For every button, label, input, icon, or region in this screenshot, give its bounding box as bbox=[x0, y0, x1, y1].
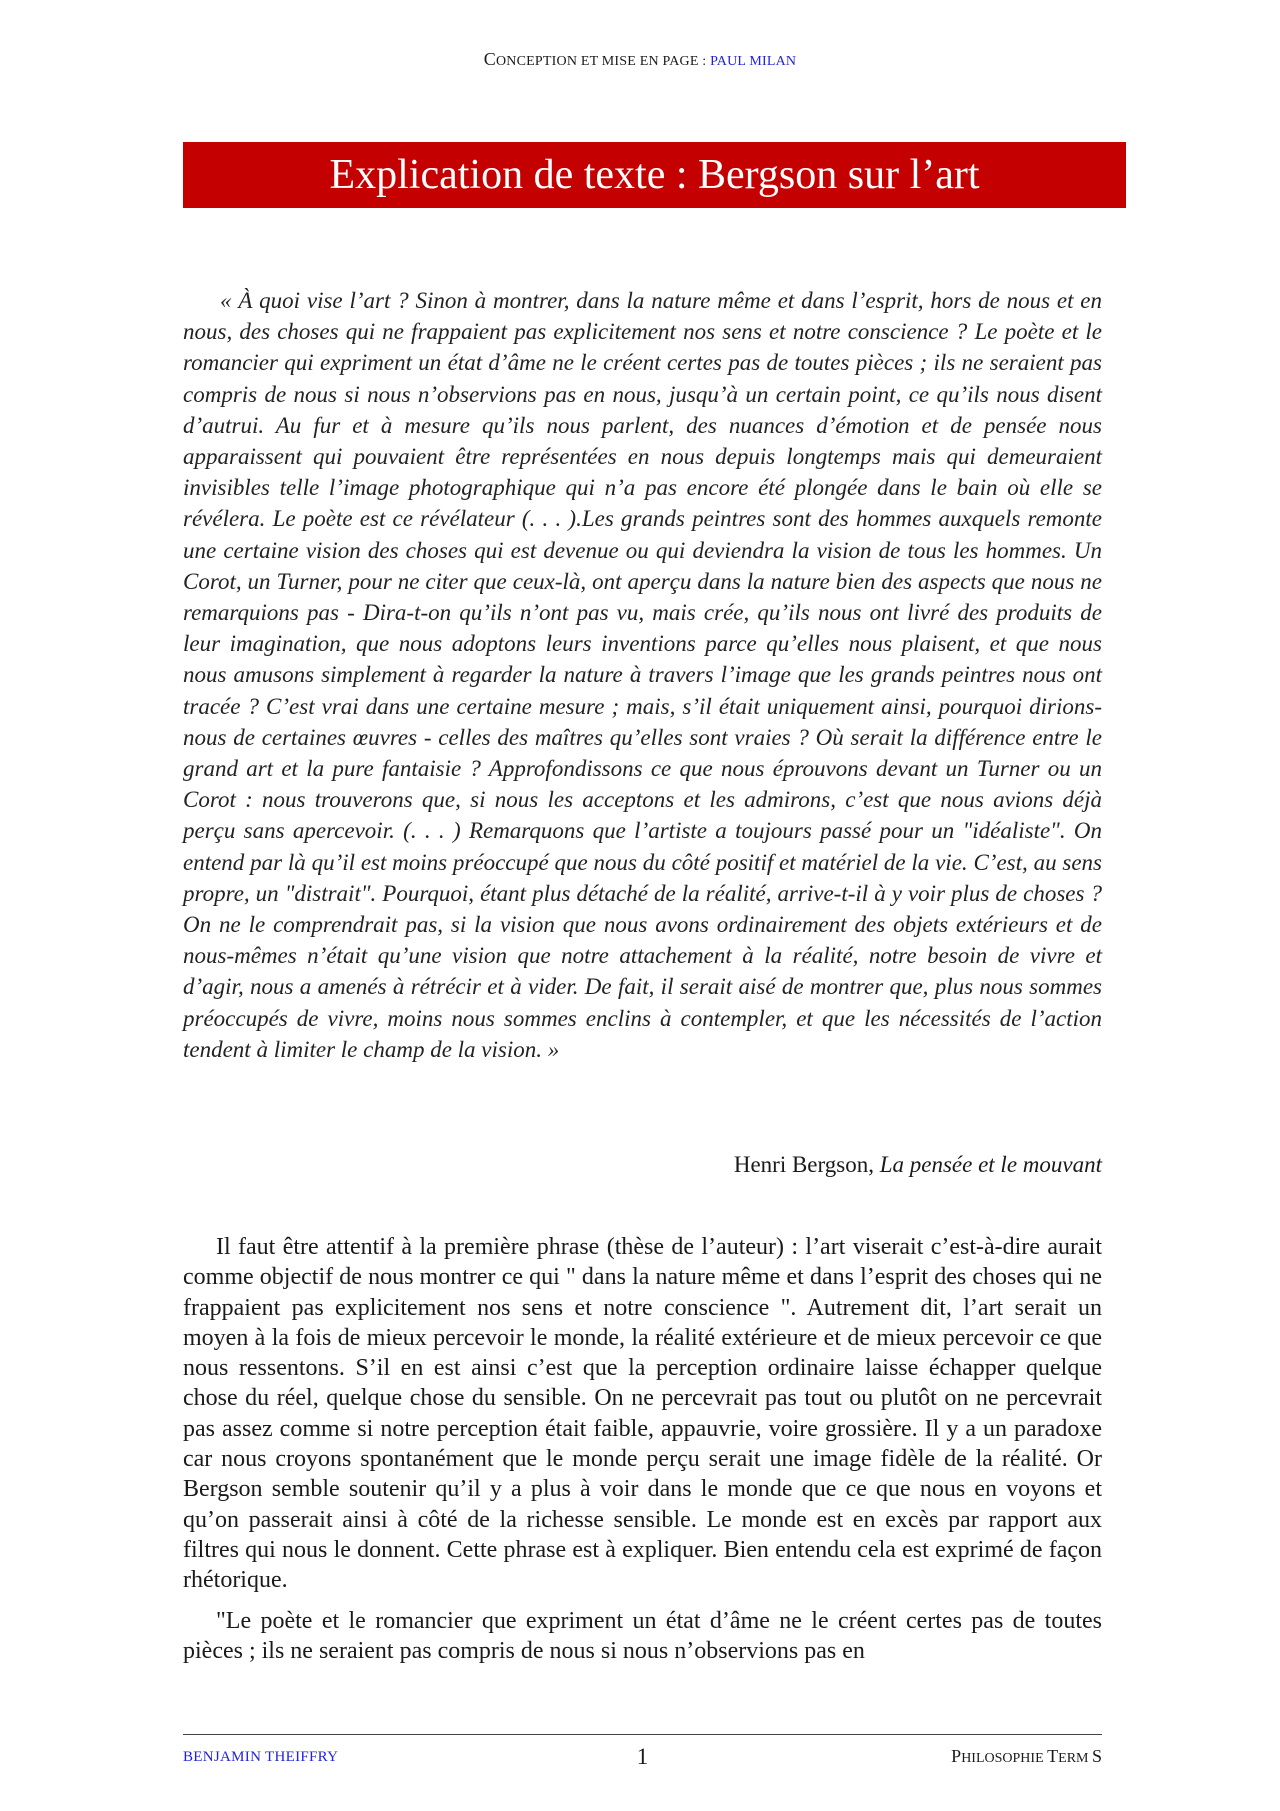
course-initial: P bbox=[951, 1746, 962, 1766]
page-title: Explication de texte : Bergson sur l’art bbox=[183, 142, 1126, 208]
page-header bbox=[0, 49, 1280, 70]
commentary bbox=[183, 1232, 1102, 1676]
footer-course bbox=[951, 1746, 1102, 1767]
course-term: ERM bbox=[1058, 1751, 1092, 1766]
course-term-initial: T bbox=[1047, 1746, 1059, 1766]
header-author-link[interactable]: PAUL MILAN bbox=[710, 54, 797, 69]
quote-attribution bbox=[183, 1152, 1102, 1178]
page-footer bbox=[183, 1744, 1102, 1772]
quote-work: La pensée et le mouvant bbox=[879, 1152, 1102, 1177]
commentary-paragraph-1: Il faut être attentif à la première phrase (thèse de l’auteur) : l’art viserait c’est-à-dire aurait comme objectif de nous montrer ce qui " dans la nature même et dans l’esprit des choses qui ne frappaient pas explicitement nos sens et notre conscience ". Autrement dit, l’art serait un moyen à la fois de mieux percevoir le monde, la réalité extérieure et de mieux percevoir ce que nous ressentons. S’il en est ainsi c’est que la perception ordinaire laisse échapper quelque chose du réel, quelque chose du sensible. On ne percevrait pas tout ou plutôt on ne percevrait pas assez comme si notre perception était faible, appauvrie, voire grossière. Il y a un paradoxe car nous croyons spontanément que le monde perçu serait une image fidèle de la réalité. Or Bergson semble soutenir qu’il y a plus à voir dans le monde que ce que nous en voyons et qu’on passerait ainsi à côté de la richesse sensible. Le monde est en excès par rapport aux filtres qui nous le donnent. Cette phrase est à expliquer. Bien entendu cela est exprimé de façon rhétorique. bbox=[183, 1234, 1102, 1594]
commentary-paragraph-2: "Le poète et le romancier que expriment un état d’âme ne le créent certes pas de toutes pièces ; ils ne seraient pas compris de nous si nous n’observions pas en bbox=[183, 1607, 1102, 1664]
footer-author: BENJAMIN THEIFFRY bbox=[183, 1749, 339, 1765]
course-name: HILOSOPHIE bbox=[961, 1751, 1048, 1766]
quote-author: Henri Bergson, bbox=[733, 1152, 880, 1177]
quote-text: « À quoi vise l’art ? Sinon à montrer, dans la nature même et dans l’esprit, hors de nous et en nous, des choses qui ne frappaient pas explicitement nos sens et notre conscience ? Le poète et le romancier qui expriment un état d’âme ne le créent certes pas de toutes pièces ; ils ne seraient pas compris de nous si nous n’observions pas en nous, jusqu’à un certain point, ce qu’ils nous disent d’autrui. Au fur et à mesure qu’ils nous parlent, des nuances d’émotion et de pensée nous apparaissent qui pouvaient être représentées en nous depuis longtemps mais qui demeuraient invisibles telle l’image photographique qui n’a pas encore été plongée dans le bain où elle se révélera. Le poète est ce révélateur (. . . ).Les grands peintres sont des hommes auxquels remonte une certaine vision des choses qui est devenue ou qui deviendra la vision de tous les hommes. Un Corot, un Turner, pour ne citer que ceux-là, ont aperçu dans la nature bien des aspects que nous ne remarquions pas - Dira-t-on qu’ils n’ont pas vu, mais crée, qu’ils nous ont livré des produits de leur imagination, que nous adoptons leurs inventions parce qu’elles nous plaisent, et que nous nous amusons simplement à regarder la nature à travers l’image que les grands peintres nous ont tracée ? C’est vrai dans une certaine mesure ; mais, s’il était uniquement ainsi, pourquoi dirions-nous de certaines œuvres - celles des maîtres qu’elles sont vraies ? Où serait la différence entre le grand art et la pure fantaisie ? Approfondissons ce que nous éprouvons devant un Turner ou un Corot : nous trouverons que, si nous les acceptons et les admirons, c’est que nous avions déjà perçu sans apercevoir. (. . . ) Remarquons que l’artiste a toujours passé pour un "idéaliste". On entend par là qu’il est moins préoccupé que nous du côté positif et matériel de la vie. C’est, au sens propre, un "distrait". Pourquoi, étant plus détaché de la réalité, arrive-t-il à y voir plus de choses ? On ne le comprendrait pas, si la vision que nous avons ordinairement des objets extérieurs et de nous-mêmes n’était qu’une vision que notre attachement à la réalité, notre besoin de vivre et d’agir, nous a amenés à rétrécir et à vider. De fait, il serait aisé de montrer que, plus nous sommes préoccupés de vivre, moins nous sommes enclins à contempler, et que les nécessités de l’action tendent à limiter le champ de la vision. » bbox=[183, 288, 1102, 1062]
header-label-initial: C bbox=[483, 49, 496, 69]
header-label: ONCEPTION ET MISE EN PAGE : bbox=[496, 54, 711, 69]
footer-divider bbox=[183, 1734, 1102, 1735]
page-number: 1 bbox=[636, 1744, 649, 1769]
course-level: S bbox=[1091, 1746, 1102, 1766]
